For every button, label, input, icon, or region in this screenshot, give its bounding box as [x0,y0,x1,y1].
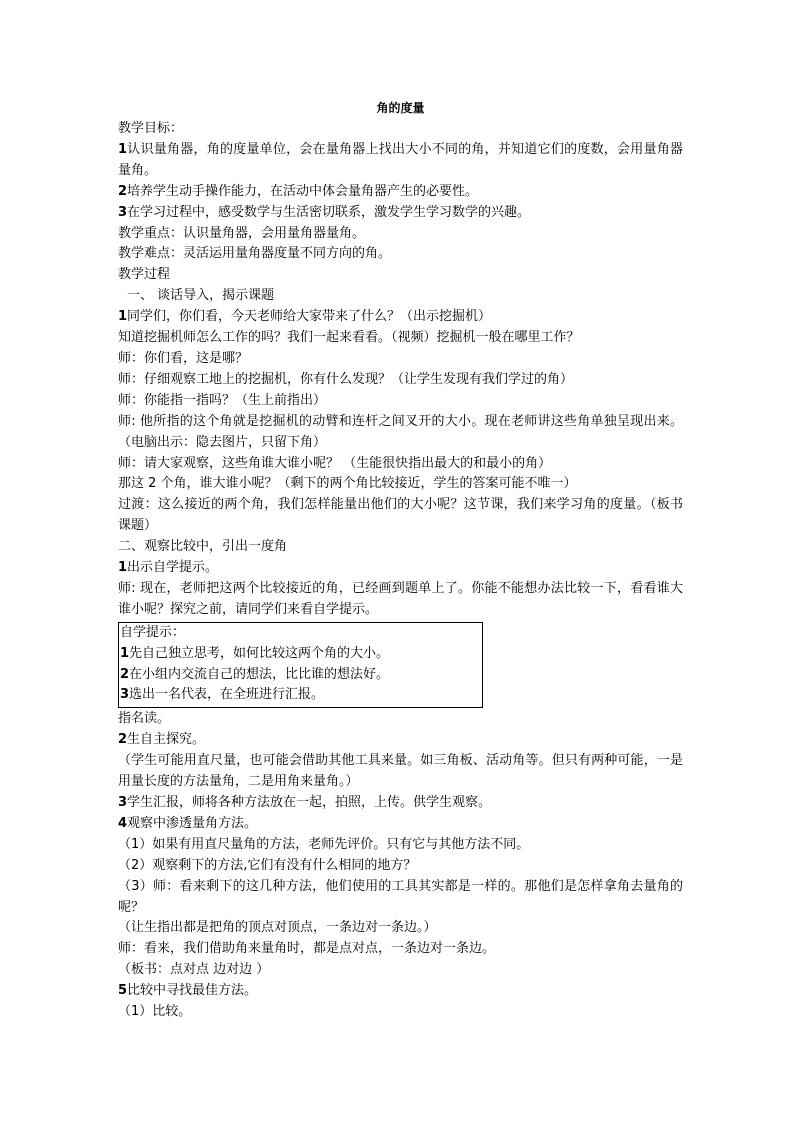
paragraph-number: 1 [118,560,128,576]
paragraph-text: 学生汇报，师将各种方法放在一起，拍照，上传。供学生观察。 [127,795,492,810]
paragraph: 师：请大家观察，这些角谁大谁小呢？ （生能很快指出最大的和最小的角） [118,455,552,471]
paragraph-number: 1 [118,309,128,325]
paragraph [118,981,683,1002]
tip-text: 选出一名代表，在全班进行汇报。 [129,687,325,703]
key-point: 教学重点：认识量角器，会用量角器量角。 [118,225,366,241]
objectives-heading: 教学目标： [118,121,184,136]
paragraph: （学生可能用直尺量，也可能会借助其他工具来量。如三角板、活动角等。但只有两种可能，一是用量长度的方法量角，二是用角来量角。） [118,753,683,790]
tips-title: 自学提示： [120,624,186,640]
section-2-heading: 二、观察比较中，引出一度角 [118,539,288,555]
paragraph: 那这 2 个角，谁大谁小呢？（剩下的两个角比较接近，学生的答案可能不唯一） [118,476,577,492]
page-title: 角的度量 [376,101,425,115]
self-study-tips-box [118,622,483,709]
paragraph: （板书：点对点 边对边 ） [118,962,270,978]
difficulty: 教学难点：灵活运用量角器度量不同方向的角。 [118,246,392,262]
tip-item [120,685,482,706]
objective-item [118,182,683,203]
paragraph: 师：看来，我们借助角来量角时，都是点对点，一条边对一条边。 [118,941,496,957]
tip-item [120,665,482,686]
objective-number: 3 [118,204,128,220]
objective-item [118,203,683,224]
tip-number: 1 [120,645,130,661]
tip-text: 在小组内交流自己的想法，比比谁的想法好。 [129,666,390,682]
objective-number: 1 [118,141,128,157]
paragraph-text: 比较中寻找最佳方法。 [127,983,258,999]
paragraph: （2）观察剩下的方法,它们有没有什么相同的地方？ [118,857,417,873]
objective-item [118,140,683,182]
tip-text: 先自己独立思考，如何比较这两个角的大小。 [129,645,390,661]
process-heading: 教学过程 [118,267,171,283]
tip-number: 3 [120,687,130,703]
paragraph-text: 出示自学提示。 [127,560,219,576]
paragraph: 师：你们看，这是哪？ [118,350,249,366]
objective-number: 2 [118,183,128,199]
paragraph: 师：仔细观察工地上的挖掘机，你有什么发现？（让学生发现有我们学过的角） [118,371,574,387]
paragraph-text: 生自主探究。 [127,732,206,748]
paragraph [118,814,683,835]
paragraph: 师: 他所指的这个角就是挖掘机的动臂和连杆之间叉开的大小。现在老师讲这些角单独呈现出来。（电脑出示：隐去图片，只留下角） [118,413,683,450]
paragraph [118,558,683,579]
objective-text: 认识量角器，角的度量单位，会在量角器上找出大小不同的角，并知道它们的度数，会用量角器量角。 [118,141,683,178]
paragraph-number: 4 [118,815,128,831]
paragraph: （3）师：看来剩下的这几种方法，他们使用的工具其实都是一样的。那他们是怎样拿角去量角的呢？ [118,878,683,915]
paragraph: （让生指出都是把角的顶点对顶点，一条边对一条边。） [118,920,437,936]
paragraph: 师：你能指一指吗？（生上前指出） [118,392,327,408]
paragraph: 指名读。 [118,711,171,727]
paragraph-text: 观察中渗透量角方法。 [127,815,258,831]
paragraph-number: 3 [118,795,128,810]
paragraph [118,730,683,751]
paragraph-number: 5 [118,983,128,999]
paragraph: 知道挖掘机师怎么工作的吗？我们一起来看看。（视频）挖掘机一般在哪里工作？ [118,330,580,346]
tip-item [120,644,482,665]
paragraph-text: 同学们，你们看，今天老师给大家带来了什么？（出示挖掘机） [127,309,492,325]
objective-text: 在学习过程中，感受数学与生活密切联系，激发学生学习数学的兴趣。 [127,204,531,220]
tip-number: 2 [120,666,130,682]
paragraph: 过渡：这么接近的两个角，我们怎样能量出他们的大小呢？这节课，我们来学习角的度量。（板书课题） [118,497,683,534]
paragraph [118,307,683,328]
paragraph-number: 2 [118,732,128,748]
paragraph: （1）如果有用直尺量角的方法，老师先评价。只有它与其他方法不同。 [118,836,530,852]
paragraph: 师: 现在，老师把这两个比较接近的角，已经画到题单上了。你能不能想办法比较一下，看看谁大谁小呢？探究之前，请同学们来看自学提示。 [118,580,683,617]
paragraph: （1）比较。 [118,1004,192,1020]
paragraph [118,793,683,814]
objective-text: 培养学生动手操作能力，在活动中体会量角器产生的必要性。 [127,183,479,199]
document-page [118,98,683,1023]
section-1-heading: 一、 谈话导入，揭示课题 [127,288,275,304]
